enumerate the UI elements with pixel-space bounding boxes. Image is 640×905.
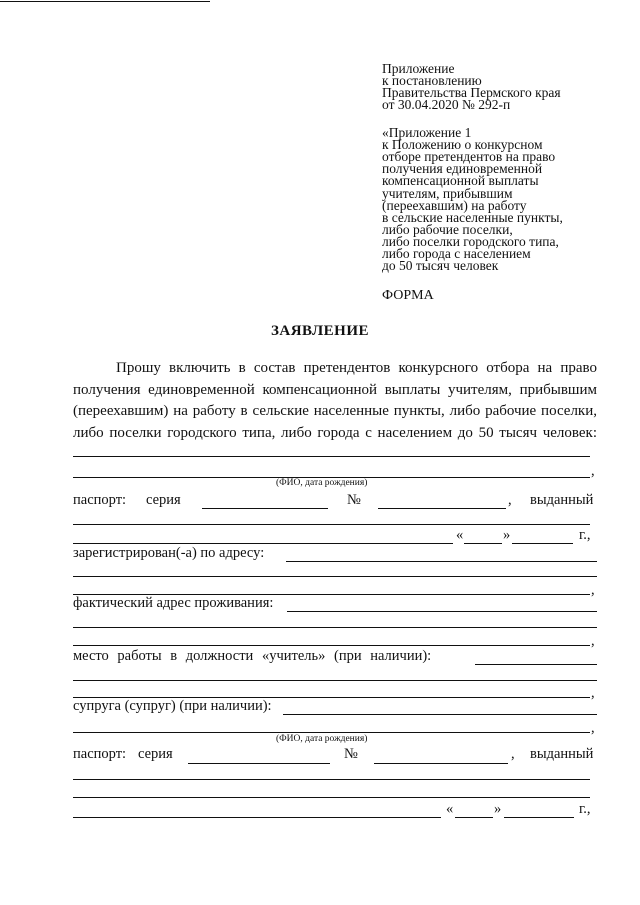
spouse-fio-line-2[interactable] [73, 732, 590, 733]
actual-address-line-3[interactable] [73, 645, 590, 646]
spouse-number-label: № [344, 746, 358, 762]
appendix-quote-line: либо поселки городского типа, [382, 234, 559, 249]
spouse-issue-day-field[interactable] [455, 817, 493, 818]
document-title: ЗАЯВЛЕНИЕ [270, 323, 370, 339]
fio-line[interactable] [73, 456, 590, 457]
appendix-quote-line: (переехавшим) на работу [382, 198, 527, 213]
spouse-series-label: серия [138, 746, 173, 762]
top-rule [0, 1, 210, 2]
appendix-quote-line: компенсационной выплаты [382, 173, 539, 188]
spouse-issued-by-line-3[interactable] [73, 817, 441, 818]
form-label: ФОРМА [382, 288, 434, 303]
spouse-passport-number-field[interactable] [374, 763, 508, 764]
appendix-quote-line: отборе претендентов на право [382, 149, 556, 164]
appendix-quote-line: «Приложение 1 [382, 125, 472, 140]
appendix-quote-line: либо города с населением [382, 246, 531, 261]
appendix-quote-line: до 50 тысяч человек [382, 258, 499, 273]
spouse-issue-month-year-field[interactable] [504, 817, 574, 818]
passport-series-field[interactable] [202, 508, 328, 509]
intro-paragraph [73, 358, 597, 444]
spouse-issued-label: выданный [530, 746, 594, 762]
passport-number-field[interactable] [378, 508, 506, 509]
intro-line: (переехавшим) на работу в сельские населенные пункты, либо рабочие поселки, [73, 403, 597, 419]
registered-address-line-2[interactable] [73, 576, 597, 577]
intro-line: либо поселки городского типа, либо города с населением до 50 тысяч человек: [73, 424, 597, 441]
comma: , [511, 746, 515, 762]
issued-by-line-2[interactable] [73, 543, 453, 544]
workplace-field[interactable] [475, 664, 597, 665]
year-suffix: г., [579, 801, 591, 817]
appendix-quote-line: получения единовременной [382, 161, 543, 176]
date-open-quote: « [446, 801, 454, 817]
issue-month-year-field[interactable] [512, 543, 573, 544]
year-suffix: г., [579, 527, 591, 543]
comma: , [591, 582, 595, 598]
comma: , [591, 685, 595, 701]
series-label: серия [146, 492, 181, 508]
spouse-passport-series-field[interactable] [188, 763, 330, 764]
number-label: № [347, 492, 361, 508]
appendix-quote-line: к Положению о конкурсном [382, 137, 543, 152]
spouse-fio-field[interactable] [283, 714, 597, 715]
registered-address-field[interactable] [286, 561, 597, 562]
spouse-issued-by-line-2[interactable] [73, 797, 590, 798]
issued-label: выданный [530, 492, 594, 508]
comma: , [591, 463, 595, 479]
comma: , [508, 492, 512, 508]
appendix-header-line: Приложение [382, 61, 455, 76]
appendix-header-line: от 30.04.2020 № 292-п [382, 97, 511, 112]
spouse-label: супруга (супруг) (при наличии): [73, 698, 272, 714]
comma: , [591, 720, 595, 736]
fio-caption: (ФИО, дата рождения) [276, 478, 368, 488]
workplace-label: место работы в должности «учитель» (при наличии): [73, 648, 432, 664]
date-open-quote: « [456, 527, 464, 543]
registered-address-label: зарегистрирован(-а) по адресу: [73, 545, 265, 561]
spouse-issued-by-line[interactable] [73, 779, 590, 780]
appendix-quote-line: в сельские населенные пункты, [382, 210, 563, 225]
date-close-quote: » [503, 527, 511, 543]
actual-address-label: фактический адрес проживания: [73, 595, 274, 611]
actual-address-line-2[interactable] [73, 627, 597, 628]
appendix-quote-line: учителям, прибывшим [382, 186, 513, 201]
workplace-line-2[interactable] [73, 680, 597, 681]
appendix-header-line: к постановлению [382, 73, 482, 88]
appendix-quote-line: либо рабочие поселки, [382, 222, 513, 237]
issued-by-line[interactable] [73, 524, 590, 525]
intro-line: Прошу включить в состав претендентов конкурсного отбора на право [116, 360, 597, 376]
issue-day-field[interactable] [464, 543, 502, 544]
intro-line: получения единовременной компенсационной выплаты учителям, прибывшим [73, 381, 597, 398]
spouse-fio-caption: (ФИО, дата рождения) [276, 734, 368, 744]
actual-address-field[interactable] [287, 611, 597, 612]
comma: , [591, 633, 595, 649]
appendix-header-line: Правительства Пермского края [382, 85, 561, 100]
date-close-quote: » [494, 801, 502, 817]
passport-label: паспорт: [73, 492, 127, 508]
spouse-passport-label: паспорт: [73, 746, 127, 762]
